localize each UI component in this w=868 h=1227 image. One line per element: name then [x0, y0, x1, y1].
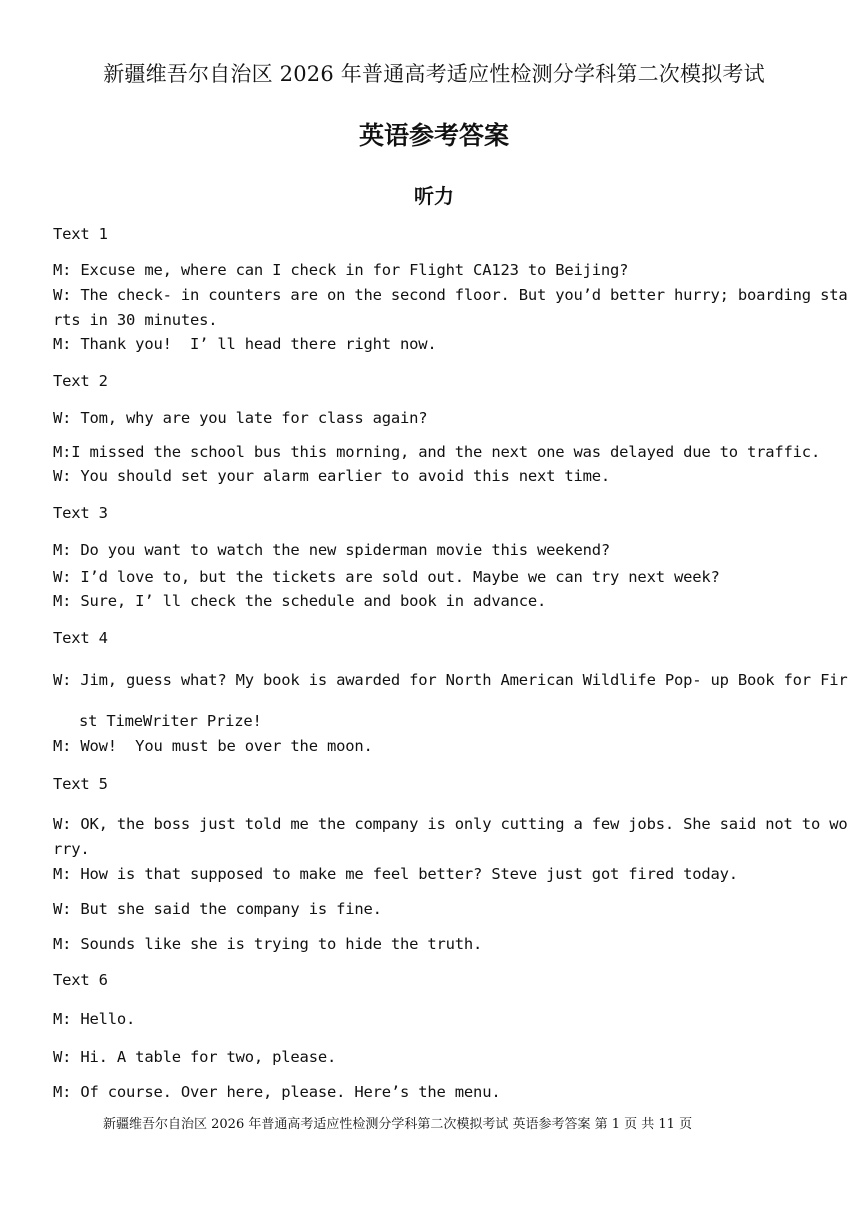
dialogue-line: rry. — [53, 840, 90, 858]
dialogue-line: W: Tom, why are you late for class again? — [53, 409, 428, 427]
dialogue-line: rts in 30 minutes. — [53, 311, 218, 329]
dialogue-line: M: Sounds like she is trying to hide the truth. — [53, 935, 483, 953]
page-title: 英语参考答案 — [358, 121, 509, 150]
dialogue-line: M:I missed the school bus this morning, and the next one was delayed due to traffic. — [53, 443, 821, 461]
page-footer: 新疆维吾尔自治区 2026 年普通高考适应性检测分学科第二次模拟考试 英语参考答案 第 1 页 共 11 页 — [103, 1117, 693, 1132]
dialogue-line: M: Of course. Over here, please. Here’s the menu. — [53, 1083, 501, 1101]
text-label: Text 3 — [53, 504, 108, 522]
section-title-listening: 听力 — [414, 184, 454, 208]
text-label: Text 5 — [53, 775, 108, 793]
dialogue-line: W: I’d love to, but the tickets are sold out. Maybe we can try next week? — [53, 568, 720, 586]
dialogue-line: M: Sure, I’ ll check the schedule and book in advance. — [53, 592, 547, 610]
dialogue-line: W: But she said the company is fine. — [53, 900, 382, 918]
dialogue-line: M: Do you want to watch the new spiderman movie this weekend? — [53, 541, 611, 559]
dialogue-line: W: Hi. A table for two, please. — [53, 1048, 337, 1066]
text-label: Text 6 — [53, 971, 108, 989]
dialogue-line: st TimeWriter Prize! — [79, 712, 262, 730]
text-label: Text 2 — [53, 372, 108, 390]
dialogue-line: W: The check- in counters are on the second floor. But you’d better hurry; boarding sta — [53, 286, 848, 304]
dialogue-line: M: Excuse me, where can I check in for Flight CA123 to Beijing? — [53, 261, 629, 279]
dialogue-line: M: Wow! You must be over the moon. — [53, 737, 373, 755]
dialogue-line: W: OK, the boss just told me the company is only cutting a few jobs. She said not to wo — [53, 815, 848, 833]
dialogue-line: M: How is that supposed to make me feel better? Steve just got fired today. — [53, 865, 738, 883]
dialogue-line: M: Thank you! I’ ll head there right now. — [53, 335, 437, 353]
dialogue-line: W: You should set your alarm earlier to avoid this next time. — [53, 467, 611, 485]
exam-title: 新疆维吾尔自治区 2026 年普通高考适应性检测分学科第二次模拟考试 — [103, 62, 765, 86]
text-label: Text 4 — [53, 629, 108, 647]
dialogue-line: W: Jim, guess what? My book is awarded for North American Wildlife Pop- up Book for Fir — [53, 671, 848, 689]
dialogue-line: M: Hello. — [53, 1010, 136, 1028]
text-label: Text 1 — [53, 225, 108, 243]
